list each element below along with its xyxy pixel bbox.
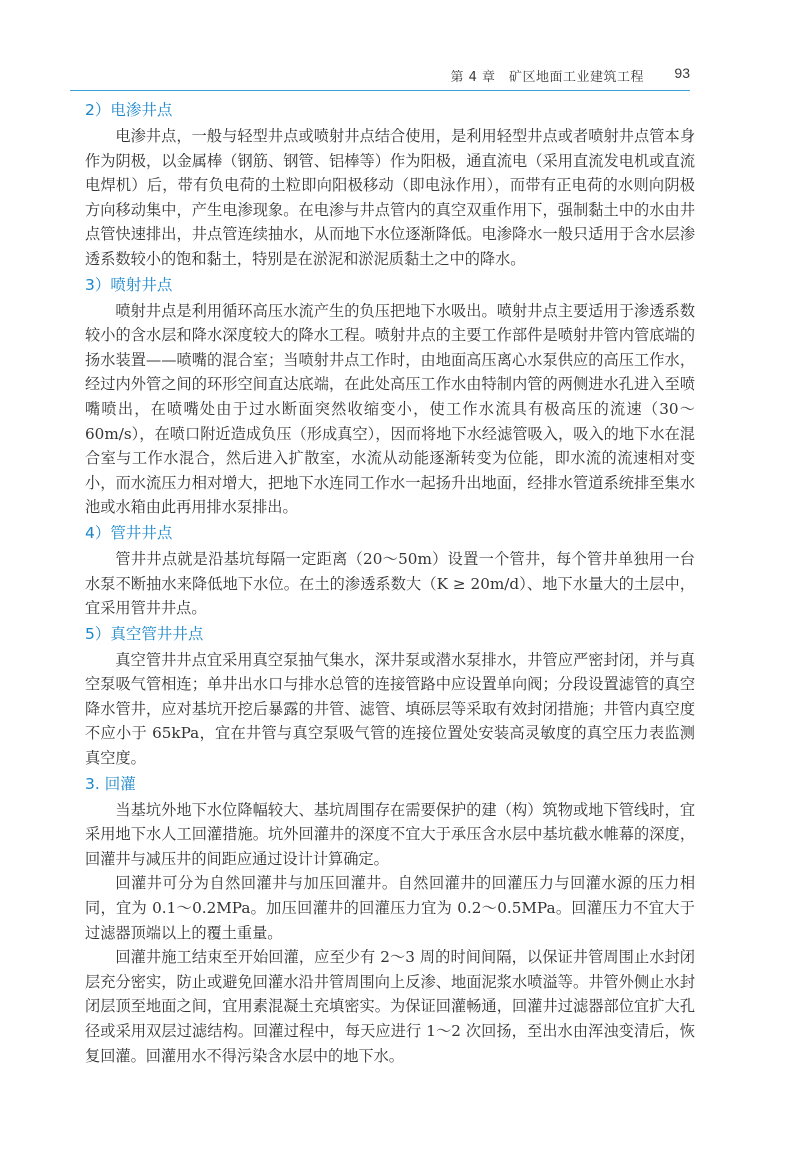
page-body bbox=[85, 97, 695, 1068]
paragraph: 管井井点就是沿基坑每隔一定距离（20～50m）设置一个管井，每个管井单独用一台水泵不断抽水来降低地下水位。在土的渗透系数大（K ≥ 20m/d）、地下水量大的土层中，宜采用管井井点。 bbox=[85, 549, 695, 618]
paragraph: 电渗井点，一般与轻型井点或喷射井点结合使用，是利用轻型井点或者喷射井点管本身作为阴极，以金属棒（钢筋、钢管、铝棒等）作为阳极，通直流电（采用直流发电机或直流电焊机）后，带有负电荷的土粒即向阳极移动（即电泳作用），而带有正电荷的水则向阴极方向移动集中，产生电渗现象。在电渗与井点管内的真空双重作用下，强制黏土中的水由井点管快速排出，井点管连续抽水，从而地下水位逐渐降低。电渗降水一般只适用于含水层渗透系数较小的饱和黏土，特别是在淤泥和淤泥质黏土之中的降水。 bbox=[85, 127, 695, 268]
paragraph: 回灌井可分为自然回灌井与加压回灌井。自然回灌井的回灌压力与回灌水源的压力相同，宜为 0.1～0.2MPa。加压回灌井的回灌压力宜为 0.2～0.5MPa。回灌压力不宜大于过滤器顶端以上的覆土重量。 bbox=[85, 874, 695, 942]
section-heading: 2）电渗井点 bbox=[85, 101, 173, 119]
paragraph: 喷射井点是利用循环高压水流产生的负压把地下水吸出。喷射井点主要适用于渗透系数较小的含水层和降水深度较大的降水工程。喷射井点的主要工作部件是喷射井管内管底端的扬水装置——喷嘴的混合室；当喷射井点工作时，由地面高压离心水泵供应的高压工作水，经过内外管之间的环形空间直达底端，在此处高压工作水由特制内管的两侧进水孔进入至喷嘴喷出，在喷嘴处由于过水断面突然收缩变小，使工作水流具有极高压的流速（30～60m/s），在喷口附近造成负压（形成真空），因而将地下水经滤管吸入，吸入的地下水在混合室与工作水混合，然后进入扩散室，水流从动能逐渐转变为位能，即水流的流速相对变小，而水流压力相对增大，把地下水连同工作水一起扬升出地面，经排水管道系统排至集水池或水箱由此再用排水泵排出。 bbox=[85, 301, 695, 517]
section-heading: 3）喷射井点 bbox=[85, 275, 173, 294]
running-header bbox=[70, 62, 690, 91]
page-number: 93 bbox=[674, 65, 690, 81]
paragraph: 当基坑外地下水位降幅较大、基坑周围存在需要保护的建（构）筑物或地下管线时，宜采用地下水人工回灌措施。坑外回灌井的深度不宜大于承压含水层中基坑截水帷幕的深度，回灌井与减压井的间距应通过设计计算确定。 bbox=[85, 800, 695, 868]
paragraph: 回灌井施工结束至开始回灌，应至少有 2～3 周的时间间隔，以保证井管周围止水封闭层充分密实，防止或避免回灌水沿井管周围向上反渗、地面泥浆水喷溢等。井管外侧止水封闭层顶至地面之间，宜用素混凝土充填密实。为保证回灌畅通，回灌井过滤器部位宜扩大孔径或采用双层过滤结构。回灌过程中，每天应进行 1～2 次回扬，至出水由浑浊变清后，恢复回灌。回灌用水不得污染含水层中的地下水。 bbox=[85, 948, 695, 1065]
section-heading: 4）管井井点 bbox=[85, 523, 173, 542]
chapter-title: 第 4 章 矿区地面工业建筑工程 bbox=[450, 70, 644, 85]
section-heading: 3. 回灌 bbox=[85, 774, 136, 793]
section-heading: 5）真空管井井点 bbox=[85, 624, 204, 643]
paragraph: 真空管井井点宜采用真空泵抽气集水，深井泵或潜水泵排水，井管应严密封闭，并与真空泵吸气管相连；单井出水口与排水总管的连接管路中应设置单向阀；分段设置滤管的真空降水管井，应对基坑开挖后暴露的井管、滤管、填砾层等采取有效封闭措施；井管内真空度不应小于 65kPa，宜在井管与真空泵吸气管的连接位置处安装高灵敏度的真空压力表监测真空度。 bbox=[85, 650, 695, 768]
